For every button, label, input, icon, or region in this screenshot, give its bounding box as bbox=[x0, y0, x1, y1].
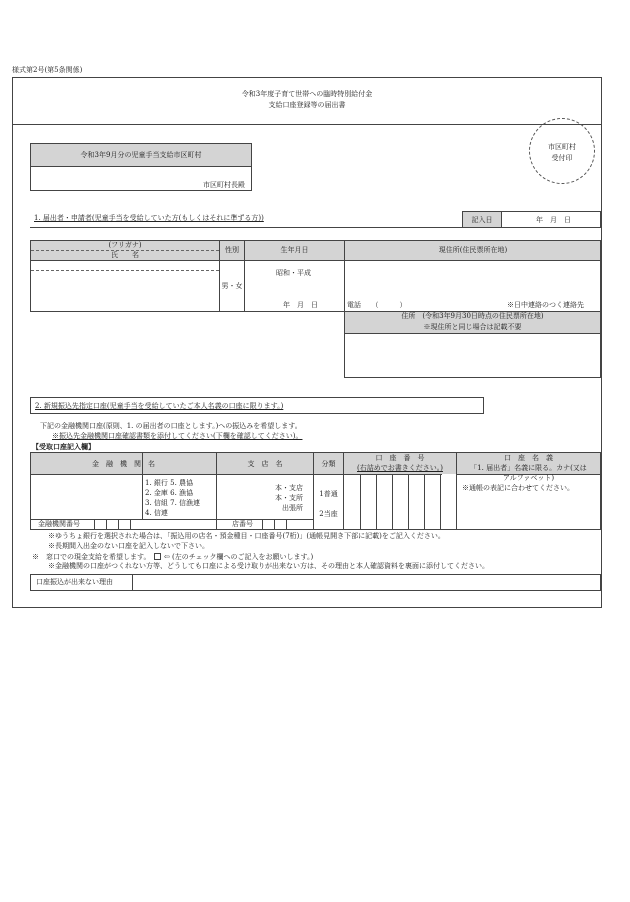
bank-code-cell-4 bbox=[130, 519, 131, 530]
entry-date-label: 記入日 bbox=[471, 216, 493, 224]
holder-note-line2: アルファベット) bbox=[502, 474, 555, 482]
bank-name-input[interactable] bbox=[31, 475, 142, 518]
entry-date-label-cell bbox=[462, 211, 502, 228]
title-divider bbox=[12, 124, 602, 125]
branch-code-cell-3 bbox=[286, 519, 287, 530]
prev-address-input[interactable] bbox=[345, 334, 600, 377]
section1-heading: 1. 届出者・申請者(児童手当を受給していた方(もしくはそれに準ずる方)) bbox=[34, 214, 264, 222]
section2-intro-line1: 下記の金融機関口座(原則、1. の届出者の口座とします。)への振込みを希望します。 bbox=[40, 422, 302, 430]
bank-type-option[interactable]: 4. 信連 bbox=[145, 509, 168, 517]
col-account-holder: 口 座 名 義 bbox=[504, 454, 553, 462]
holder-note-line3: ※通帳の表記に合わせてください。 bbox=[462, 484, 574, 492]
stamp-label-line1: 市区町村 bbox=[548, 143, 576, 151]
birth-era-choice[interactable]: 昭和・平成 bbox=[276, 269, 311, 277]
bank-code-cell-3 bbox=[118, 519, 119, 530]
digit-divider-6 bbox=[440, 475, 441, 530]
birthdate-value[interactable]: 年 月 日 bbox=[283, 301, 318, 309]
note-cash-suffix: (左のチェック欄へのご記入をお願いします。) bbox=[172, 553, 314, 561]
col-account-type: 分類 bbox=[321, 460, 336, 468]
section2-heading: 2. 新規振込先指定口座(児童手当を受給していたご本人名義の口座に限ります。) bbox=[35, 402, 284, 410]
bank-code-cell-2 bbox=[106, 519, 107, 530]
current-address-input[interactable] bbox=[345, 261, 601, 301]
phone-label[interactable]: 電話 （ ） bbox=[347, 301, 407, 309]
gender-label: 性別 bbox=[225, 246, 239, 254]
name-label: 氏 名 bbox=[111, 251, 139, 259]
address-label: 現住所(住民票所在地) bbox=[438, 246, 508, 254]
bank-code-label: 金融機関番号 bbox=[38, 520, 80, 528]
digit-divider-3 bbox=[392, 475, 393, 530]
phone-note: ※日中連絡のつく連絡先 bbox=[507, 301, 584, 309]
recipient-municipality-field[interactable] bbox=[30, 166, 252, 191]
reason-label: 口座振込が出来ない理由 bbox=[36, 578, 113, 586]
account-type-ordinary[interactable]: 1普通 bbox=[319, 490, 338, 498]
recipient-header: 令和3年9月分の児童手当支給市区町村 bbox=[80, 151, 202, 159]
bank-type-options[interactable] bbox=[145, 478, 200, 518]
prev-address-note: ※現住所と同じ場合は記載不要 bbox=[423, 323, 522, 331]
form-number: 様式第2号(第5条関係) bbox=[12, 66, 83, 74]
furigana-input[interactable] bbox=[31, 261, 219, 270]
bank-type-option[interactable]: 1. 銀行 5. 農協 bbox=[145, 479, 194, 487]
digit-divider-1 bbox=[360, 475, 361, 530]
branch-code-divider bbox=[216, 519, 313, 520]
bank-type-option[interactable]: 2. 金庫 6. 漁協 bbox=[145, 489, 194, 497]
section2-intro-line2: ※振込先金融機関口座確認書類を添付してください(下欄を確認してください)。 bbox=[52, 432, 303, 440]
note-cash-option bbox=[32, 553, 313, 561]
note-no-account: ※金融機関の口座がつくれない方等、どうしても口座による受け取りが出来ない方は、その理由と本人確認資料を裏面に添付してください。 bbox=[48, 562, 489, 570]
stamp-label-line2: 受付印 bbox=[551, 154, 573, 162]
form-title-line1: 令和3年度子育て世帯への臨時特別給付金 bbox=[241, 90, 373, 98]
section1-heading-line bbox=[30, 227, 462, 228]
col-branch-name: 支 店 名 bbox=[247, 460, 283, 468]
prev-address-label: 住所 (令和3年9月30日時点の住民票所在地) bbox=[401, 312, 544, 320]
cash-payment-checkbox[interactable] bbox=[154, 553, 161, 560]
arrow-left-icon: ⇦ bbox=[163, 553, 170, 561]
bank-code-cell-1 bbox=[94, 519, 95, 530]
receiving-account-label: 【受取口座記入欄】 bbox=[32, 442, 95, 451]
digit-divider-5 bbox=[424, 475, 425, 530]
reason-input[interactable] bbox=[133, 575, 600, 590]
form-title-line2: 支給口座登録等の届出書 bbox=[268, 101, 346, 109]
account-holder-input[interactable] bbox=[457, 495, 600, 529]
note-dormant-account: ※長期間入出金のない口座を記入しないで下さい。 bbox=[48, 542, 209, 550]
col-bank-name: 金 融 機 関 名 bbox=[92, 460, 155, 468]
bank-type-option[interactable]: 3. 信組 7. 信漁連 bbox=[145, 499, 201, 507]
branch-type-options[interactable] bbox=[275, 483, 303, 513]
branch-code-cell-1 bbox=[262, 519, 263, 530]
type-col-divider bbox=[343, 452, 344, 530]
recipient-header-cell bbox=[30, 143, 252, 167]
furigana-label: (フリガナ) bbox=[108, 241, 142, 249]
recipient-name: 市区町村長殿 bbox=[203, 181, 245, 189]
branch-type-option[interactable]: 本・支所 bbox=[275, 494, 303, 502]
entry-date-field[interactable] bbox=[501, 211, 601, 228]
branch-code-cell-2 bbox=[274, 519, 275, 530]
entry-date-value: 年 月 日 bbox=[536, 216, 571, 224]
col-account-number: 口 座 番 号 bbox=[375, 454, 425, 462]
digit-divider-2 bbox=[376, 475, 377, 530]
digit-divider-4 bbox=[408, 475, 409, 530]
birthdate-label: 生年月日 bbox=[280, 246, 309, 254]
holder-note-line1: 「1. 届出者」名義に限る。カナ(又は bbox=[470, 464, 587, 472]
branch-type-option[interactable]: 本・支店 bbox=[275, 484, 303, 492]
gender-choice[interactable]: 男・女 bbox=[221, 282, 243, 290]
name-input[interactable] bbox=[31, 271, 219, 311]
note-yucho: ※ゆうちょ銀行を選択された場合は、「振込用の店名・預金種目・口座番号(7桁)」(通帳見開き下部に記載)をご記入ください。 bbox=[48, 532, 445, 540]
account-type-current[interactable]: 2当座 bbox=[319, 510, 338, 518]
branch-type-option[interactable]: 出張所 bbox=[282, 504, 303, 512]
col-account-number-note: (右詰めでお書きください。) bbox=[357, 464, 443, 472]
note-cash-prefix: ※ 窓口での現金支給を希望します。 bbox=[32, 553, 151, 561]
branch-code-label: 店番号 bbox=[232, 520, 253, 528]
section2-heading-box bbox=[30, 397, 484, 414]
reception-stamp-circle bbox=[529, 118, 595, 184]
